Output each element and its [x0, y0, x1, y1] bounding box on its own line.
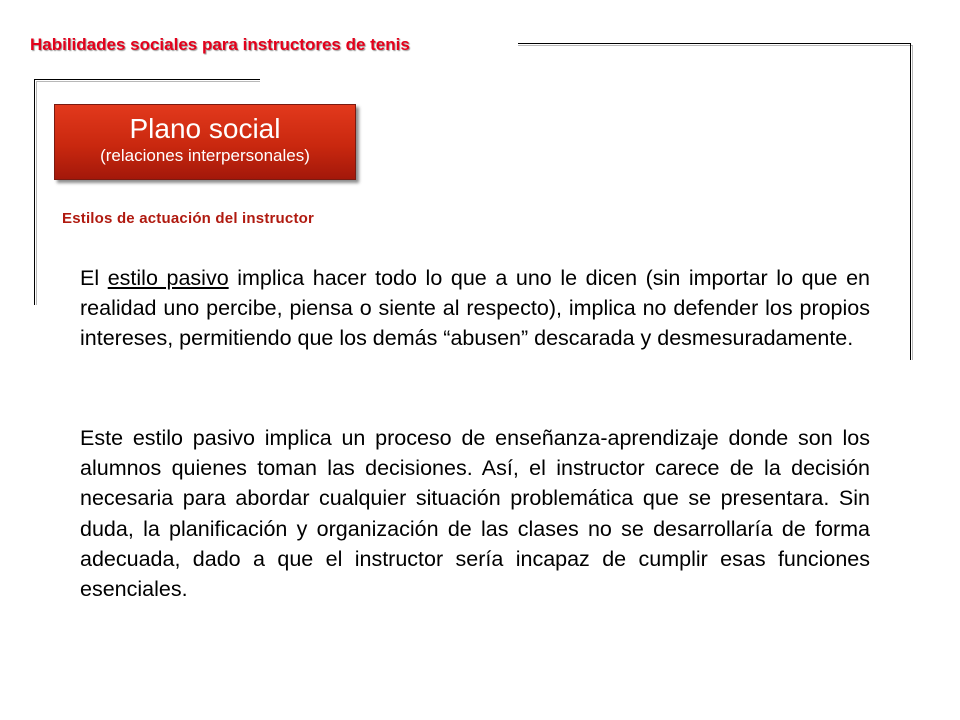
paragraph1-emphasis: estilo pasivo — [107, 266, 229, 290]
paragraph1-rest: implica hacer todo lo que a uno le dicen (sin importar lo que en realidad uno percibe, piensa o siente al respecto), implica no defender los propios intereses, permitiendo que los demás “abusen” descarada y desmesuradamente. — [80, 266, 870, 351]
section-heading: Estilos de actuación del instructor — [62, 210, 315, 227]
plano-social-title: Plano social — [129, 113, 281, 144]
paragraph-estilo-pasivo — [80, 263, 870, 354]
frame-top-line-right — [518, 43, 911, 44]
frame-inner-top-line — [34, 79, 260, 80]
frame-left-line-shadow — [36, 81, 37, 305]
paragraph-ensenanza: Este estilo pasivo implica un proceso de enseñanza-aprendizaje donde son los alumnos quienes toman las decisiones. Así, el instructor carece de la decisión necesaria para abordar cualquier situación problemática que se presentara. Sin duda, la planificación y organización de las clases no se desarrollaría de forma adecuada, dado a que el instructor sería incapaz de cumplir esas funciones esenciales. — [80, 426, 870, 602]
frame-right-line-shadow — [912, 45, 913, 360]
plano-social-box — [54, 104, 356, 180]
presentation-title: Habilidades sociales para instructores de tenis — [30, 35, 410, 54]
plano-social-subtitle: (relaciones interpersonales) — [100, 146, 310, 165]
paragraph1-lead: El — [80, 266, 108, 290]
frame-right-line — [910, 43, 911, 360]
frame-top-line-shadow — [518, 45, 913, 46]
frame-left-line — [34, 79, 35, 305]
frame-inner-top-line-shadow — [36, 81, 260, 82]
